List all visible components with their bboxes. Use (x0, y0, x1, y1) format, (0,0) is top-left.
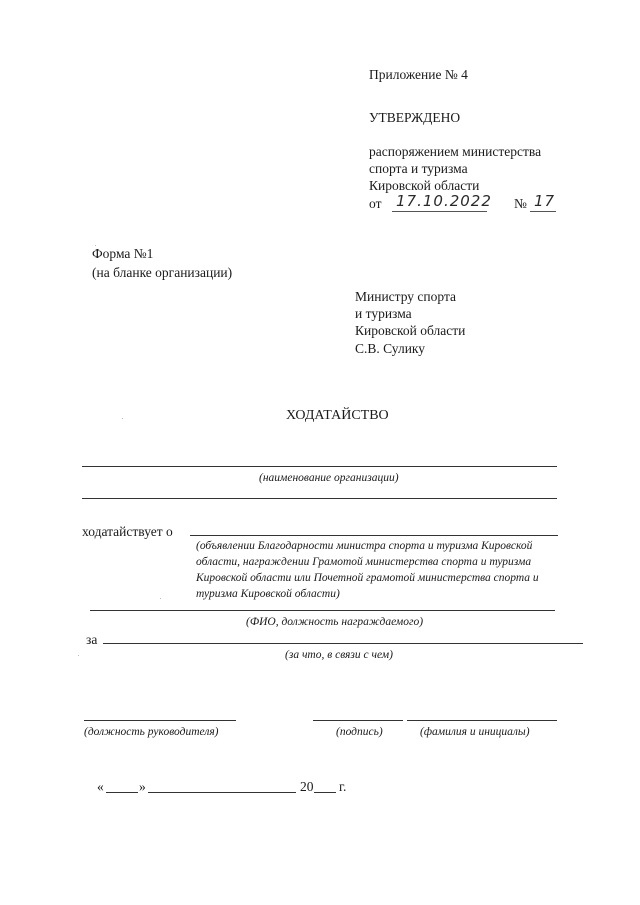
addressee-line-2: и туризма (355, 306, 412, 321)
addressee-line-3: Кировской области (355, 323, 466, 338)
order-number-label: № (514, 196, 527, 211)
order-line-2: спорта и туризма (369, 161, 468, 176)
year-prefix: 20 (300, 779, 314, 794)
order-line-3: Кировской области (369, 178, 480, 193)
form-title: Форма №1 (92, 246, 154, 261)
appendix-number: Приложение № 4 (369, 67, 468, 82)
year-suffix: г. (339, 779, 347, 794)
handwritten-number: 17 (534, 192, 556, 210)
number-underline (530, 211, 556, 212)
for-hint: (за что, в связи с чем) (285, 649, 393, 661)
month-line[interactable] (148, 792, 296, 793)
petition-hint-2: области, награждении Грамотой министерства спорта и туризма (196, 556, 532, 568)
date-close-quote: » (139, 779, 146, 794)
petition-hint-3: Кировской области или Почетной грамотой министерства спорта и (196, 572, 539, 584)
addressee-line-4: С.В. Сулику (355, 341, 426, 356)
date-open-quote: « (97, 779, 104, 794)
petition-hint-4: туризма Кировской области) (196, 588, 340, 600)
name-line[interactable] (407, 720, 557, 721)
petition-hint-1: (объявлении Благодарности министра спорта и туризма Кировской (196, 540, 533, 552)
petition-line[interactable] (190, 535, 558, 536)
position-line[interactable] (84, 720, 236, 721)
for-label: за (86, 632, 98, 647)
fio-hint: (ФИО, должность награждаемого) (246, 616, 424, 628)
for-line[interactable] (103, 643, 583, 644)
signature-hint: (подпись) (336, 726, 383, 738)
handwritten-date: 17.10.2022 (396, 192, 492, 210)
petitions-label: ходатайствует о (82, 524, 173, 539)
org-name-line-2[interactable] (82, 498, 557, 499)
day-line[interactable] (106, 792, 138, 793)
addressee-line-1: Министру спорта (355, 289, 457, 304)
form-subtitle: (на бланке организации) (92, 265, 233, 280)
order-from-label: от (369, 196, 382, 211)
order-line-1: распоряжением министерства (369, 144, 542, 159)
document-title: ХОДАТАЙСТВО (286, 408, 389, 423)
date-underline (392, 211, 487, 212)
org-name-line[interactable] (82, 466, 557, 467)
name-hint: (фамилия и инициалы) (420, 726, 530, 738)
position-hint: (должность руководителя) (84, 726, 219, 738)
fio-line[interactable] (90, 610, 555, 611)
signature-line[interactable] (313, 720, 403, 721)
year-line[interactable] (314, 792, 336, 793)
org-name-hint: (наименование организации) (259, 472, 399, 484)
approved-heading: УТВЕРЖДЕНО (369, 110, 461, 125)
